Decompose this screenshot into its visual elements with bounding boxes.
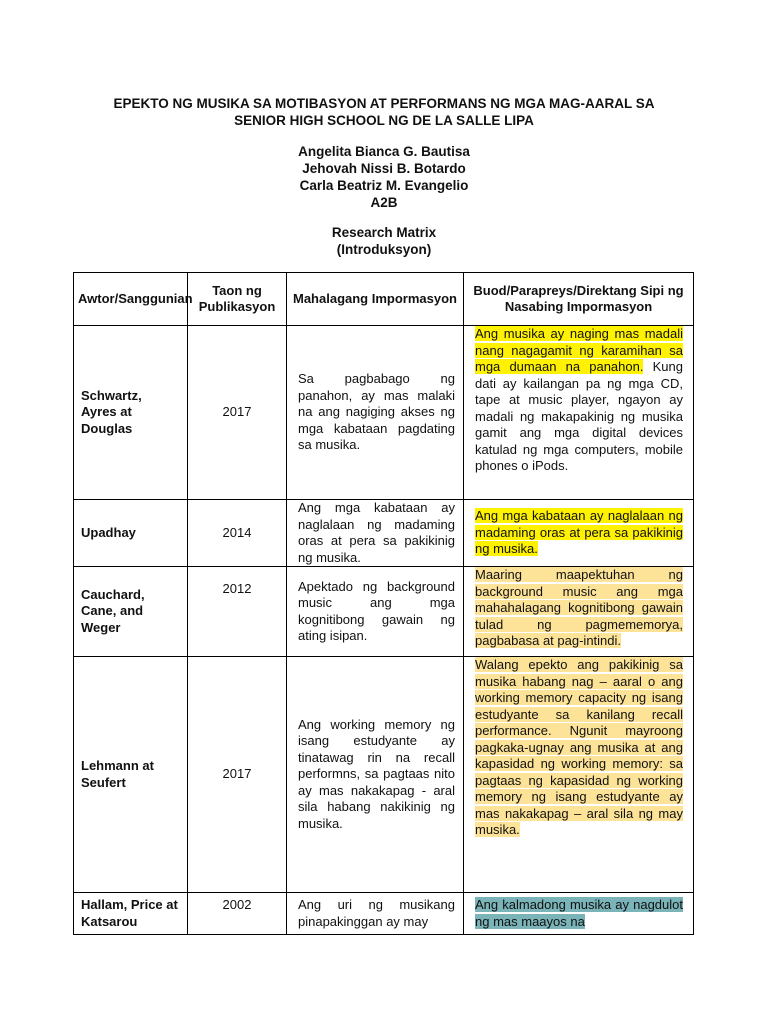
table-header-row: [74, 273, 694, 326]
year-cell: 2017: [188, 657, 287, 893]
info-cell: Sa pagbabago ng panahon, ay mas malaki na ang nagiging akses ng mga kabataan pagdating sa musika.: [287, 326, 464, 500]
table-row: [74, 657, 694, 893]
header-author: Awtor/Sanggunian: [74, 273, 188, 326]
document-title: [60, 95, 708, 129]
table-row: [74, 326, 694, 500]
section-label: A2B: [370, 195, 398, 210]
author-name: Carla Beatriz M. Evangelio: [299, 178, 469, 193]
table-row: [74, 893, 694, 935]
header-year: Taon ng Publikasyon: [188, 273, 287, 326]
highlighted-text: Maaring maapektuhan ng background music ang mga mahahalagang kognitibong gawain tulad ng pagmememorya, pagbabasa at pag-intindi.: [475, 567, 683, 648]
summary-cell: [464, 657, 694, 893]
author-cell: Lehmann at Seufert: [74, 657, 188, 893]
author-cell: Cauchard, Cane, and Weger: [74, 567, 188, 657]
matrix-heading: [60, 224, 708, 258]
header-info: Mahalagang Impormasyon: [287, 273, 464, 326]
author-name: Jehovah Nissi B. Botardo: [302, 161, 466, 176]
info-cell: Ang uri ng musikang pinapakinggan ay may: [287, 893, 464, 935]
highlighted-text: Ang kalmadong musika ay nagdulot ng mas maayos na: [475, 897, 683, 929]
table-row: [74, 567, 694, 657]
year-cell: 2012: [188, 567, 287, 657]
info-cell: Ang working memory ng isang estudyante ay tinatawag rin na recall performns, sa pagtaas nito ay mas nakakapag - aral sila habang nakikinig ng musika.: [287, 657, 464, 893]
summary-cell: [464, 893, 694, 935]
author-cell: Schwartz, Ayres at Douglas: [74, 326, 188, 500]
year-cell: 2002: [188, 893, 287, 935]
info-cell: Apektado ng background music ang mga kognitibong gawain ng ating isipan.: [287, 567, 464, 657]
highlighted-text: Ang mga kabataan ay naglalaan ng madaming oras at pera sa pakikinig ng musika.: [475, 508, 683, 557]
table-row: [74, 500, 694, 567]
title-line-1: EPEKTO NG MUSIKA SA MOTIBASYON AT PERFORMANS NG MGA MAG-AARAL SA: [113, 96, 655, 111]
highlighted-text: Walang epekto ang pakikinig sa musika habang nag – aaral o ang working memory capacity ng isang estudyante sa kanilang recall performance. Ngunit mayroong pagkaka-ugnay ang musika at ang kapasidad ng working memory: sa pagtaas ng kapasidad ng working memory ng isang estudyante ay mas nakakapag – aral sila ng may musika.: [475, 657, 683, 837]
title-line-2: SENIOR HIGH SCHOOL NG DE LA SALLE LIPA: [234, 113, 534, 128]
year-cell: 2014: [188, 500, 287, 567]
info-cell: Ang mga kabataan ay naglalaan ng madaming oras at pera sa pakikinig ng musika.: [287, 500, 464, 567]
summary-cell: [464, 326, 694, 500]
summary-cell: [464, 500, 694, 567]
summary-cell: [464, 567, 694, 657]
author-cell: Hallam, Price at Katsarou: [74, 893, 188, 935]
matrix-subtitle: (Introduksyon): [336, 242, 432, 257]
matrix-title: Research Matrix: [331, 225, 437, 240]
author-name: Angelita Bianca G. Bautisa: [298, 144, 470, 159]
year-cell: 2017: [188, 326, 287, 500]
research-matrix-table: [73, 272, 694, 935]
author-cell: Upadhay: [74, 500, 188, 567]
author-block: [60, 143, 708, 211]
header-summary: Buod/Parapreys/Direktang Sipi ng Nasabing Impormasyon: [464, 273, 694, 326]
summary-text: Kung dati ay kailangan pa ng mga CD, tape at music player, ngayon ay madali ng makapakinig ng musika gamit ang mga digital devices katulad ng mga computers, mobile phones o iPods.: [475, 359, 683, 473]
highlighted-text: Ang musika ay naging mas madali nang nagagamit ng karamihan sa mga dumaan na panahon.: [475, 326, 683, 374]
